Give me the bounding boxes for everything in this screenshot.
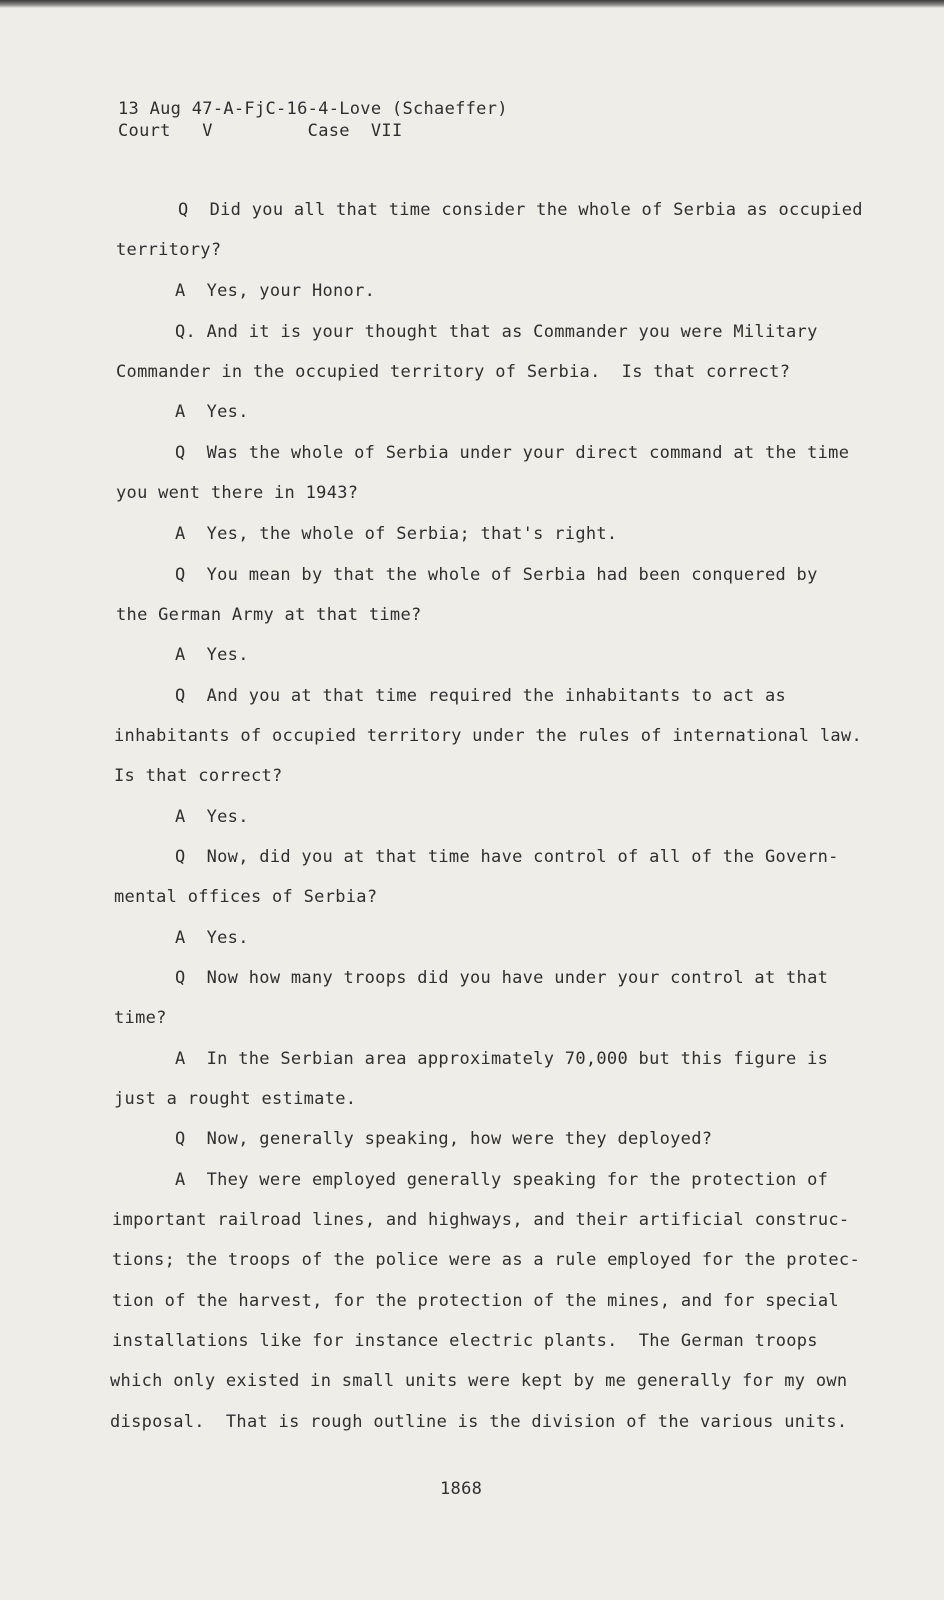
- case-value: VII: [370, 121, 403, 141]
- text-line: Q You mean by that the whole of Serbia had been conquered by: [175, 565, 818, 585]
- text-line: the German Army at that time?: [116, 605, 422, 625]
- text-line: tion of the harvest, for the protection of the mines, and for special: [112, 1291, 839, 1311]
- text-line: A Yes.: [175, 928, 249, 948]
- court-label: Court: [118, 121, 171, 141]
- text-line: A Yes, the whole of Serbia; that's right.: [175, 524, 618, 544]
- text-line: inhabitants of occupied territory under the rules of international law.: [114, 726, 862, 746]
- header-line-2: [118, 120, 508, 142]
- text-line: Q Now, generally speaking, how were they deployed?: [175, 1129, 713, 1149]
- text-line: Q Did you all that time consider the whole of Serbia as occupied: [178, 200, 863, 220]
- text-line: Is that correct?: [114, 766, 283, 786]
- text-line: A Yes.: [175, 807, 249, 827]
- text-line: Q. And it is your thought that as Commander you were Military: [175, 322, 818, 342]
- text-line: just a rought estimate.: [114, 1089, 357, 1109]
- text-line: A In the Serbian area approximately 70,000 but this figure is: [175, 1049, 829, 1069]
- text-line: A Yes.: [175, 645, 249, 665]
- page-top-edge: [0, 0, 944, 8]
- text-line: territory?: [116, 240, 222, 260]
- header-line-1: 13 Aug 47-A-FjC-16-4-Love (Schaeffer): [118, 99, 508, 119]
- text-line: A Yes, your Honor.: [175, 281, 376, 301]
- text-line: mental offices of Serbia?: [114, 887, 378, 907]
- page-number: 1868: [440, 1479, 483, 1499]
- text-line: Q And you at that time required the inhabitants to act as: [175, 686, 787, 706]
- text-line: installations like for instance electric plants. The German troops: [112, 1331, 818, 1351]
- text-line: Q Now how many troops did you have under your control at that: [175, 968, 829, 988]
- text-line: disposal. That is rough outline is the division of the various units.: [110, 1412, 848, 1432]
- case-label: Case: [307, 121, 350, 141]
- text-line: A They were employed generally speaking for the protection of: [175, 1170, 829, 1190]
- text-line: which only existed in small units were kept by me generally for my own: [110, 1371, 848, 1391]
- text-line: Q Was the whole of Serbia under your direct command at the time: [175, 443, 850, 463]
- text-line: Q Now, did you at that time have control of all of the Govern-: [175, 847, 839, 867]
- text-line: tions; the troops of the police were as a rule employed for the protec-: [112, 1250, 860, 1270]
- text-line: A Yes.: [175, 402, 249, 422]
- text-line: time?: [114, 1008, 167, 1028]
- text-line: Commander in the occupied territory of Serbia. Is that correct?: [116, 362, 791, 382]
- page-header: [118, 98, 508, 142]
- court-value: V: [202, 121, 213, 141]
- text-line: important railroad lines, and highways, and their artificial construc-: [112, 1210, 850, 1230]
- text-line: you went there in 1943?: [116, 483, 359, 503]
